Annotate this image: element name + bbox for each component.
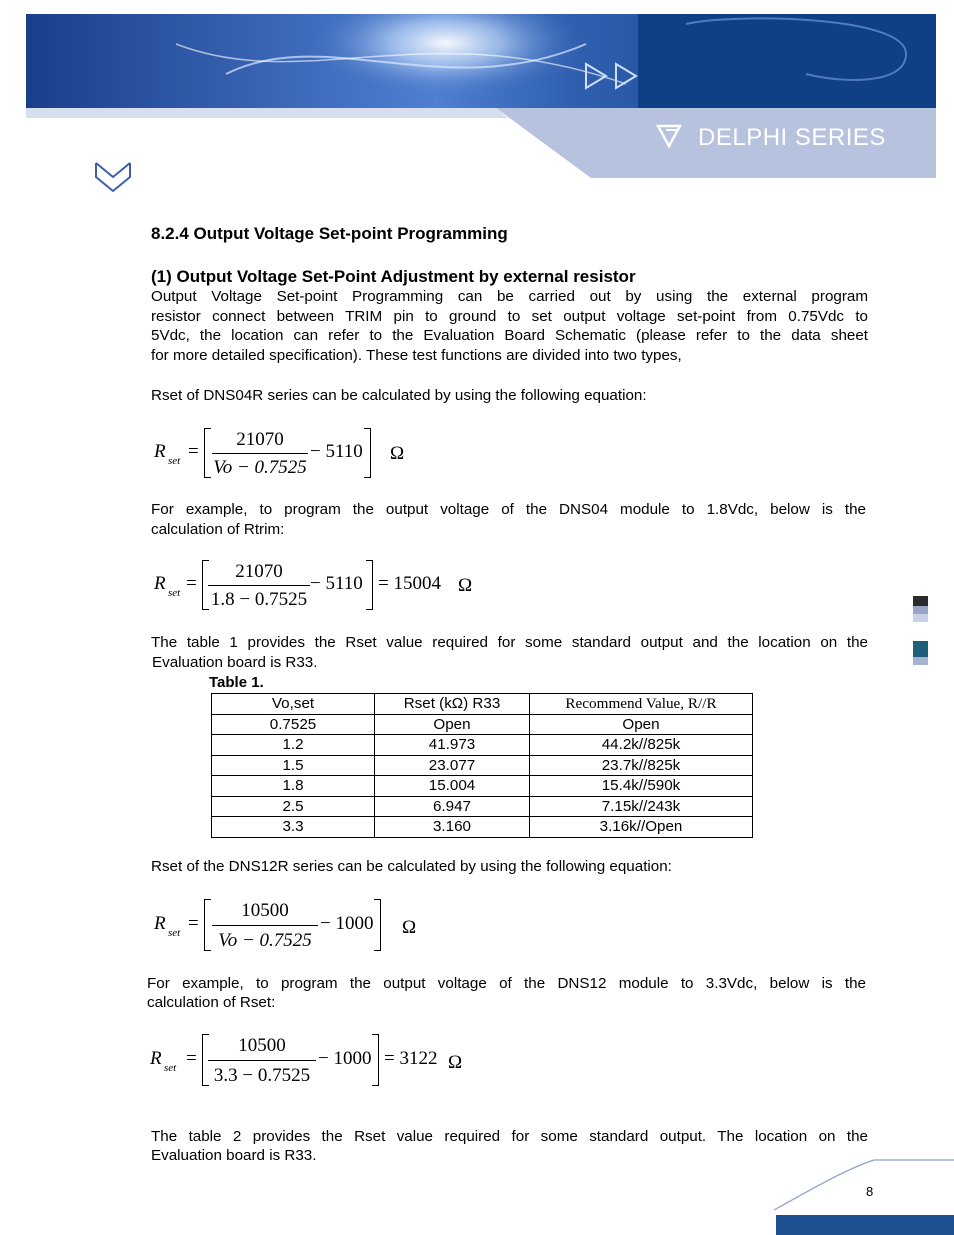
table-row — [212, 796, 753, 817]
side-marker-pale — [913, 614, 928, 622]
intro-line-4: for more detailed specification). These test functions are divided into two types, — [151, 347, 682, 364]
table1-text-line-1: The table 1 provides the Rset value required for some standard output and the location on the — [151, 634, 868, 651]
delta-chevron-icon — [94, 157, 132, 195]
table-cell: 23.077 — [375, 755, 530, 776]
table-cell: Open — [530, 714, 753, 735]
table-cell: 0.7525 — [212, 714, 375, 735]
equation-3: R set = 10500 Vo − 0.7525 − 1000 Ω — [154, 900, 417, 951]
table-header-cell: Recommend Value, R//R — [530, 694, 753, 715]
brand-text: DELPHI SERIES — [698, 124, 886, 151]
table-cell: 3.3 — [212, 817, 375, 838]
table-row — [212, 755, 753, 776]
table2-text-line-1: The table 2 provides the Rset value required for some standard output. The location on the — [151, 1128, 868, 1145]
table2-text-line-2: Evaluation board is R33. — [151, 1147, 317, 1164]
side-marker-light-2 — [913, 657, 928, 665]
table1-text-line-2: Evaluation board is R33. — [152, 654, 318, 671]
equation-2: R set = 21070 1.8 − 0.7525 − 5110 = 15004 Ω — [154, 561, 473, 610]
table-header-cell: Rset (kΩ) R33 — [375, 694, 530, 715]
table-cell: 15.4k//590k — [530, 776, 753, 797]
table-cell: 23.7k//825k — [530, 755, 753, 776]
table-row — [212, 817, 753, 838]
page-number: 8 — [866, 1184, 874, 1199]
dns12-equation-text: Rset of the DNS12R series can be calculated by using the following equation: — [151, 858, 672, 875]
intro-line-2: resistor connect between TRIM pin to ground to set output voltage set-point from 0.75Vdc to — [151, 308, 868, 325]
table-row — [212, 776, 753, 797]
table-cell: Open — [375, 714, 530, 735]
example2-line-2: calculation of Rset: — [147, 994, 276, 1011]
table-cell: 3.160 — [375, 817, 530, 838]
table-row — [212, 714, 753, 735]
table-cell: 1.2 — [212, 735, 375, 756]
intro-line-1: Output Voltage Set-point Programming can be carried out by using the external program — [151, 288, 868, 305]
equation-4: R set = 10500 3.3 − 0.7525 − 1000 = 3122 Ω — [150, 1035, 463, 1086]
equation-1: R set = 21070 Vo − 0.7525 − 5110 Ω — [154, 429, 405, 478]
table-1 — [211, 693, 753, 838]
side-marker-light — [913, 606, 928, 614]
table-cell: 44.2k//825k — [530, 735, 753, 756]
table-cell: 1.5 — [212, 755, 375, 776]
section-subtitle: (1) Output Voltage Set-Point Adjustment by external resistor — [151, 267, 636, 286]
table-row — [212, 735, 753, 756]
table-cell: 2.5 — [212, 796, 375, 817]
table-cell: 1.8 — [212, 776, 375, 797]
table-cell: 3.16k//Open — [530, 817, 753, 838]
table-cell: 6.947 — [375, 796, 530, 817]
side-marker-dark — [913, 596, 928, 606]
table-header-cell: Vo,set — [212, 694, 375, 715]
table-cell: 15.004 — [375, 776, 530, 797]
table-header-row — [212, 694, 753, 715]
header-banner — [26, 14, 936, 178]
section-title: 8.2.4 Output Voltage Set-point Programming — [151, 224, 508, 243]
table-cell: 41.973 — [375, 735, 530, 756]
side-marker-teal — [913, 641, 928, 657]
intro-line-3: 5Vdc, the location can refer to the Evaluation Board Schematic (please refer to the data sheet — [151, 327, 868, 344]
example2-line-1: For example, to program the output voltage of the DNS12 module to 3.3Vdc, below is the — [147, 975, 866, 992]
example1-line-2: calculation of Rtrim: — [151, 521, 285, 538]
table-cell: 7.15k//243k — [530, 796, 753, 817]
table1-caption: Table 1. — [209, 674, 264, 691]
dns04-equation-text: Rset of DNS04R series can be calculated by using the following equation: — [151, 387, 647, 404]
example1-line-1: For example, to program the output voltage of the DNS04 module to 1.8Vdc, below is the — [151, 501, 866, 518]
footer-corner-decoration — [774, 1158, 954, 1235]
